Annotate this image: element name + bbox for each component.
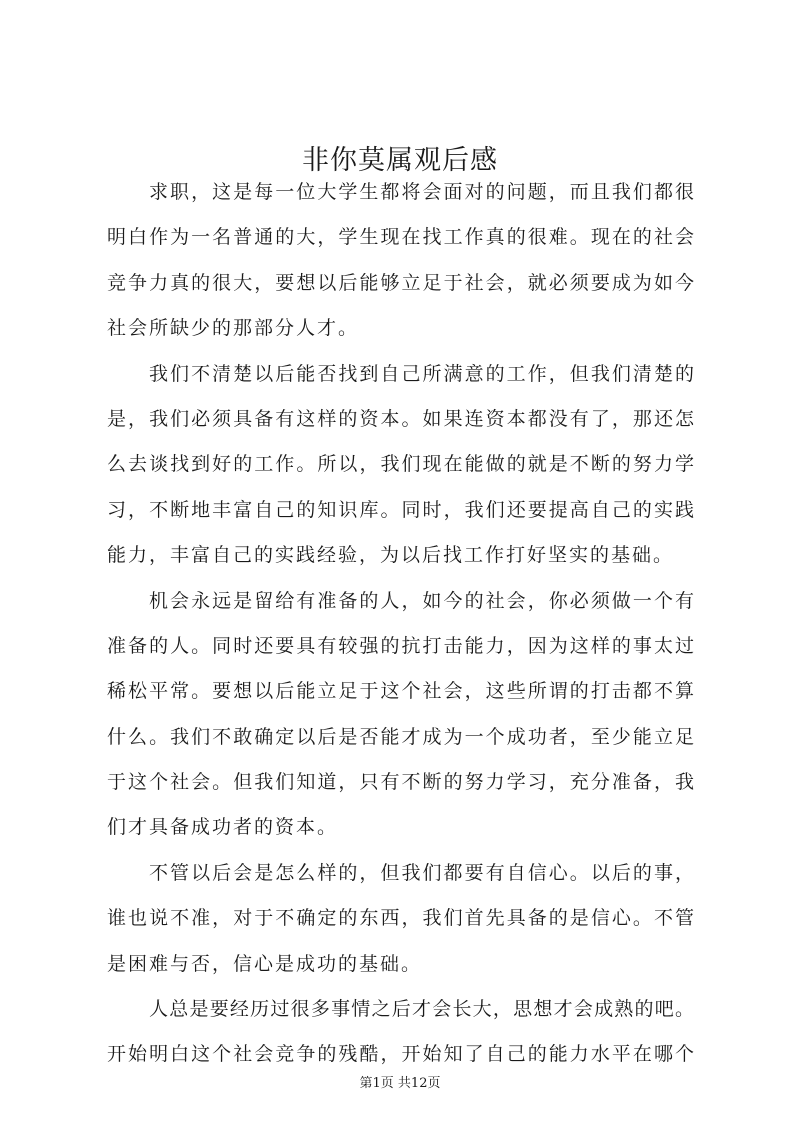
text-line: 竞争力真的很大，要想以后能够立足于社会，就必须要成为如今 — [107, 271, 694, 294]
paragraph — [107, 579, 694, 851]
paragraph — [107, 987, 694, 1078]
text-line: 机会永远是留给有准备的人，如今的社会，你必须做一个有 — [149, 589, 694, 612]
text-line: 我们不清楚以后能否找到自己所满意的工作，但我们清楚的 — [149, 362, 694, 385]
text-line: 不管以后会是怎么样的，但我们都要有自信心。以后的事， — [149, 861, 694, 884]
paragraph — [107, 170, 694, 352]
text-line: 是，我们必须具备有这样的资本。如果连资本都没有了，那还怎 — [107, 407, 694, 430]
text-line: 于这个社会。但我们知道，只有不断的努力学习，充分准备，我 — [107, 771, 694, 794]
text-line: 们才具备成功者的资本。 — [107, 816, 339, 839]
text-line: 是困难与否，信心是成功的基础。 — [107, 952, 423, 975]
text-line: 社会所缺少的那部分人才。 — [107, 317, 360, 340]
text-line: 人总是要经历过很多事情之后才会长大，思想才会成熟的吧。 — [149, 998, 694, 1021]
text-line: 准备的人。同时还要具有较强的抗打击能力，因为这样的事太过 — [107, 634, 694, 657]
text-line: 什么。我们不敢确定以后是否能才成为一个成功者，至少能立足 — [107, 725, 694, 748]
text-line: 么去谈找到好的工作。所以，我们现在能做的就是不断的努力学 — [107, 453, 694, 476]
paragraph — [107, 851, 694, 987]
document-title: 非你莫属观后感 — [302, 145, 498, 176]
page-footer: 第1页 共12页 — [359, 1076, 441, 1091]
text-line: 求职，这是每一位大学生都将会面对的问题，而且我们都很 — [149, 181, 694, 203]
text-line: 开始明白这个社会竞争的残酷，开始知了自己的能力水平在哪个 — [107, 1043, 694, 1066]
text-line: 明白作为一名普通的大，学生现在找工作真的很难。现在的社会 — [107, 226, 694, 249]
text-line: 能力，丰富自己的实践经验，为以后找工作打好坚实的基础。 — [107, 544, 675, 567]
text-line: 稀松平常。要想以后能立足于这个社会，这些所谓的打击都不算 — [107, 680, 694, 703]
document-body — [107, 170, 694, 1078]
paragraph — [107, 352, 694, 579]
text-line: 谁也说不准，对于不确定的东西，我们首先具备的是信心。不管 — [107, 907, 694, 930]
text-line: 习，不断地丰富自己的知识库。同时，我们还要提高自己的实践 — [107, 498, 694, 521]
